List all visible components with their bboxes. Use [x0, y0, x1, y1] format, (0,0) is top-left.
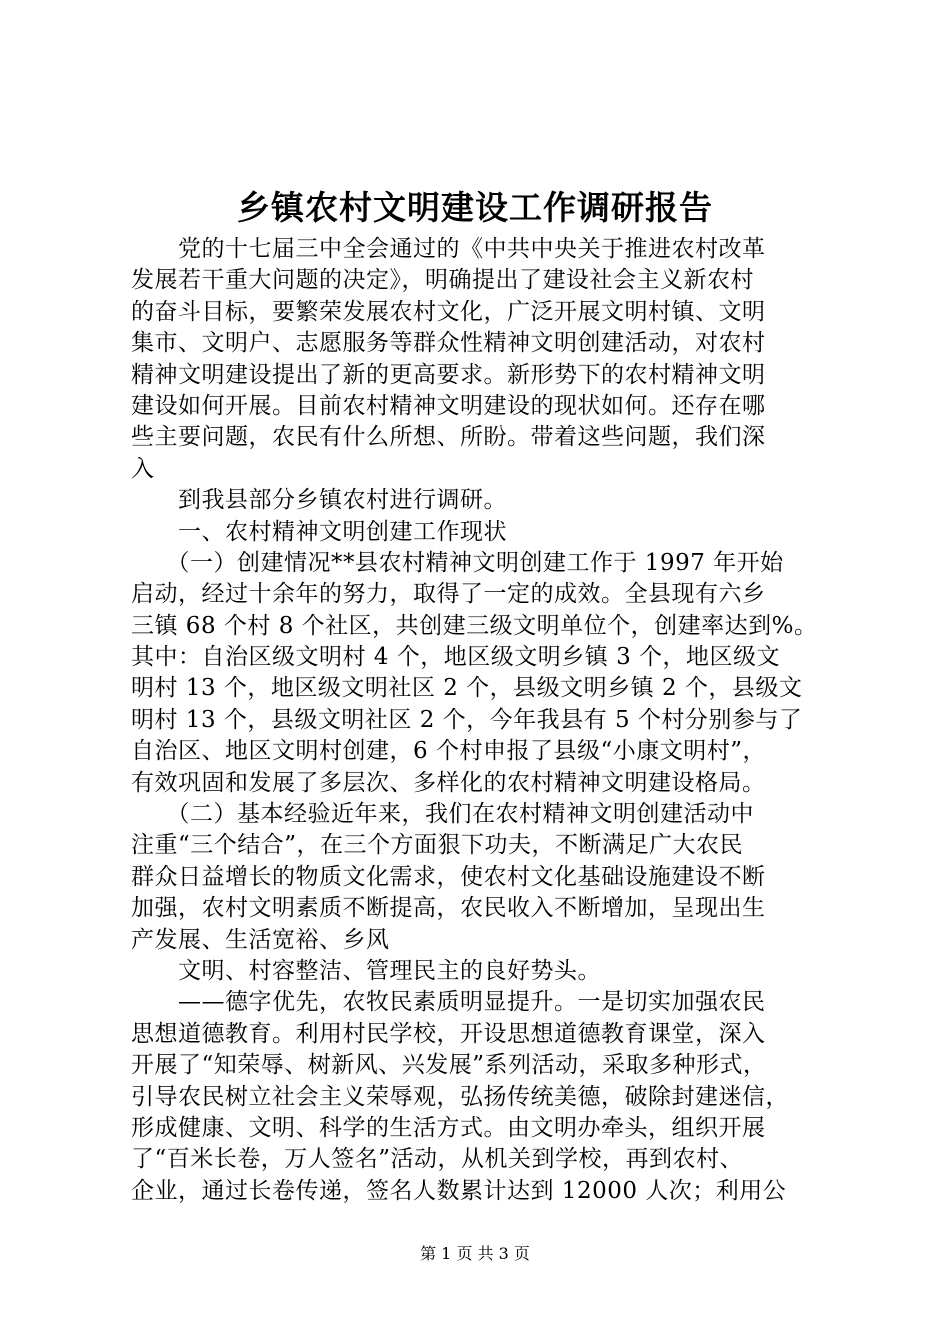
body-line: 引导农民树立社会主义荣辱观，弘扬传统美德，破除封建迷信，	[131, 1083, 789, 1110]
body-line: 思想道德教育。利用村民学校，开设思想道德教育课堂，深入	[131, 1020, 766, 1047]
body-line: 三镇 68 个村 8 个社区，共创建三级文明单位个，创建率达到%。	[131, 612, 818, 639]
body-line: 集市、文明户、志愿服务等群众性精神文明创建活动，对农村	[131, 330, 766, 357]
body-line: 启动，经过十余年的努力，取得了一定的成效。全县现有六乡	[131, 581, 766, 608]
body-line: 的奋斗目标，要繁荣发展农村文化，广泛开展文明村镇、文明	[131, 298, 766, 325]
body-line: 企业，通过长卷传递，签名人数累计达到 12000 人次；利用公	[131, 1177, 787, 1204]
body-line: 些主要问题，农民有什么所想、所盼。带着这些问题，我们深	[131, 424, 766, 451]
document-title: 乡镇农村文明建设工作调研报告	[237, 188, 713, 227]
body-line: 加强，农村文明素质不断提高，农民收入不断增加，呈现出生	[131, 895, 766, 922]
body-line: 了“百米长卷，万人签名”活动，从机关到学校，再到农村、	[131, 1146, 744, 1173]
body-line: 发展若干重大问题的决定》，明确提出了建设社会主义新农村	[131, 267, 754, 294]
body-line: 入	[131, 455, 155, 482]
body-line: 其中：自治区级文明村 4 个，地区级文明乡镇 3 个，地区级文	[131, 644, 781, 671]
body-line: ——德字优先，农牧民素质明显提升。一是切实加强农民	[131, 989, 766, 1016]
body-line: 产发展、生活宽裕、乡风	[131, 926, 390, 953]
body-line: 有效巩固和发展了多层次、多样化的农村精神文明建设格局。	[131, 769, 766, 796]
page-footer: 第 1 页 共 3 页	[420, 1244, 530, 1263]
body-line: 文明、村容整洁、管理民主的良好势头。	[131, 957, 601, 984]
body-line: （一）创建情况**县农村精神文明创建工作于 1997 年开始	[131, 549, 784, 576]
body-line: 自治区、地区文明村创建，6 个村申报了县级“小康文明村”，	[131, 738, 766, 765]
body-line: 精神文明建设提出了新的更高要求。新形势下的农村精神文明	[131, 361, 766, 388]
body-line: 明村 13 个，县级文明社区 2 个，今年我县有 5 个村分别参与了	[131, 706, 803, 733]
section-heading: 一、农村精神文明创建工作现状	[131, 518, 507, 545]
body-line: 开展了“知荣辱、树新风、兴发展”系列活动，采取多种形式，	[131, 1052, 767, 1079]
body-line: 形成健康、文明、科学的生活方式。由文明办牵头，组织开展	[131, 1114, 766, 1141]
body-line: 到我县部分乡镇农村进行调研。	[131, 487, 507, 514]
body-line: 明村 13 个，地区级文明社区 2 个，县级文明乡镇 2 个，县级文	[131, 675, 803, 702]
document-body	[131, 234, 831, 1207]
body-line: 注重“三个结合”，在三个方面狠下功夫，不断满足广大农民	[131, 832, 744, 859]
body-line: 群众日益增长的物质文化需求，使农村文化基础设施建设不断	[131, 863, 766, 890]
body-line: 党的十七届三中全会通过的《中共中央关于推进农村改革	[131, 236, 766, 262]
body-line: 建设如何开展。目前农村精神文明建设的现状如何。还存在哪	[131, 392, 766, 419]
body-line: （二）基本经验近年来，我们在农村精神文明创建活动中	[131, 801, 754, 828]
